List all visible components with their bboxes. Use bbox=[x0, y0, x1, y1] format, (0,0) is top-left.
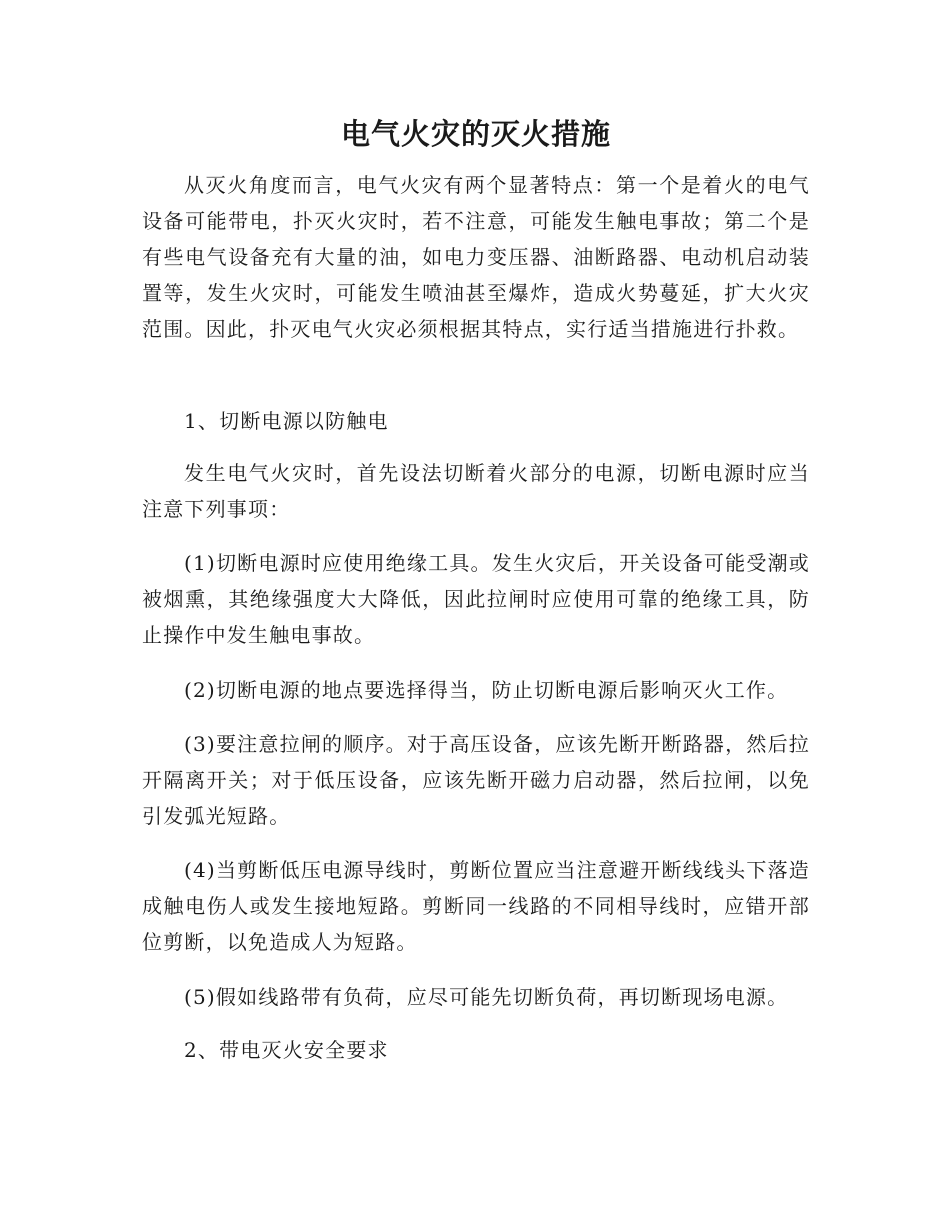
item-5-paragraph: (5)假如线路带有负荷，应尽可能先切断负荷，再切断现场电源。 bbox=[184, 985, 789, 1009]
section-1-heading: 1、切断电源以防触电 bbox=[184, 409, 389, 433]
section-2-heading: 2、带电灭火安全要求 bbox=[184, 1038, 389, 1062]
intro-paragraph: 从灭火角度而言，电气火灾有两个显著特点：第一个是着火的电气设备可能带电，扑灭火灾时，若不注意，可能发生触电事故；第二个是有些电气设备充有大量的油，如电力变压器、油断路器、电动机启动装置等，发生火灾时，可能发生喷油甚至爆炸，造成火势蔓延，扩大火灾范围。因此，扑灭电气火灾必须根据其特点，实行适当措施进行扑救。 bbox=[142, 173, 810, 341]
item-3-paragraph: (3)要注意拉闸的顺序。对于高压设备，应该先断开断路器，然后拉开隔离开关；对于低压设备，应该先断开磁力启动器，然后拉闸，以免引发弧光短路。 bbox=[142, 732, 810, 828]
item-4-paragraph: (4)当剪断低压电源导线时，剪断位置应当注意避开断线线头下落造成触电伤人或发生接地短路。剪断同一线路的不同相导线时，应错开部位剪断，以免造成人为短路。 bbox=[142, 858, 810, 954]
item-1-paragraph: (1)切断电源时应使用绝缘工具。发生火灾后，开关设备可能受潮或被烟熏，其绝缘强度大大降低，因此拉闸时应使用可靠的绝缘工具，防止操作中发生触电事故。 bbox=[142, 551, 810, 647]
document-title: 电气火灾的灭火措施 bbox=[340, 117, 611, 151]
section-1-intro-paragraph: 发生电气火灾时，首先设法切断着火部分的电源，切断电源时应当注意下列事项： bbox=[142, 461, 810, 521]
item-2-paragraph: (2)切断电源的地点要选择得当，防止切断电源后影响灭火工作。 bbox=[184, 678, 789, 702]
